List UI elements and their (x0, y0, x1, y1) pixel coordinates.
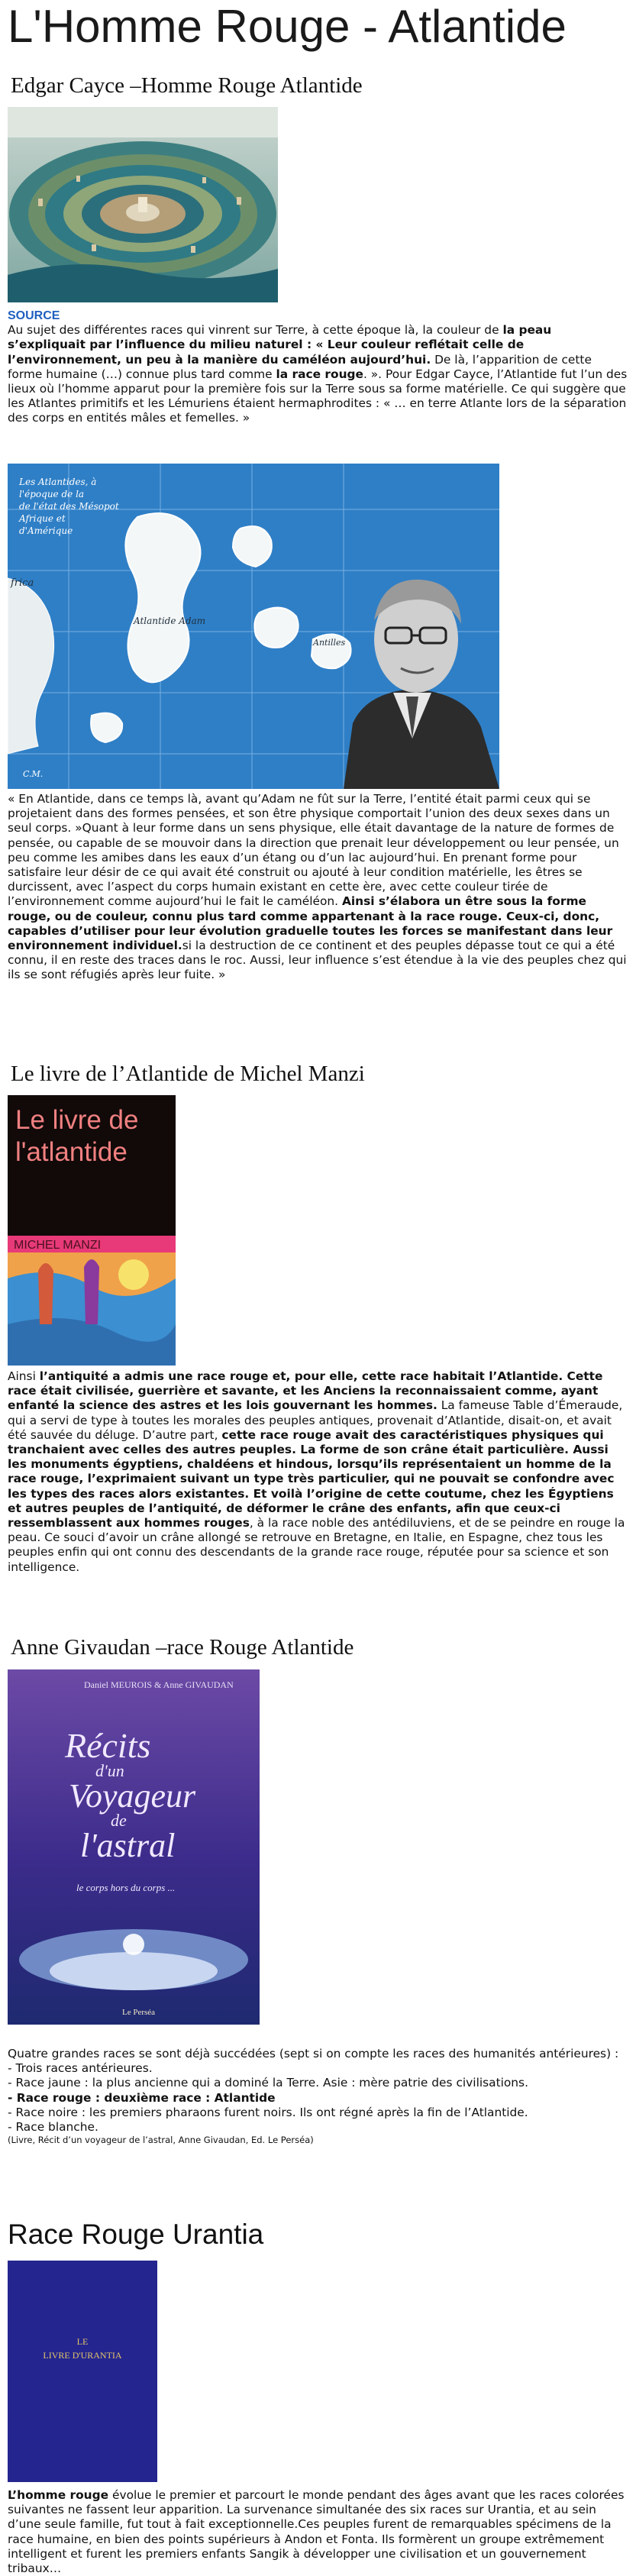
source-link[interactable]: SOURCE (8, 309, 60, 322)
bold-text: L’homme rouge (8, 2488, 109, 2502)
section-heading-edgar-cayce: Edgar Cayce –Homme Rouge Atlantide (11, 73, 363, 98)
atlantis-map-image (8, 464, 499, 789)
book-cover-livre-atlantide-icon (8, 1095, 176, 1366)
text-run: , à la race noble des antédiluviens, et de se peindre en rouge la peau. Ce souci d’avoir un crâne allongé se retrouve en Bretagne, en Italie, en Espagne, chez tous les peuples enfin qui ont connu des descendants de la grande race rouge, réputée pour sa science et son intelligence. (8, 1516, 625, 1574)
bold-text: l’antiquité a admis une race rouge et, pour elle, cette race habitait l’Atlantide. Cette race était civilisée, guerrière et savante, et les Anciens la reconnaissaient comme, ayant enfanté la science des astres et les lois gouvernant les hommes. (8, 1369, 603, 1413)
book2-title-line2: d'un (95, 1761, 124, 1780)
paragraph-cayce-quote-block (8, 792, 628, 983)
bold-text: la race rouge (276, 367, 363, 381)
book2-publisher: Le Perséa (122, 2008, 156, 2017)
race-list (8, 2061, 628, 2135)
book-cover-urantia (8, 2261, 157, 2482)
bold-text: Ainsi s’élabora un être sous la forme rouge, ou de couleur, connu plus tard comme appartenant à la race rouge. Ceux-ci, donc, capables d’utiliser pour leur évolution graduelle toutes les forces se manifestant dans leur environnement individuel. (8, 894, 613, 953)
book2-title-line4: de (111, 1811, 127, 1830)
map-label-tl1: Les Atlantides, à (19, 477, 97, 487)
map-label-tl5: d'Amérique (19, 525, 73, 536)
race-list-item: - Race jaune : la plus ancienne qui a dominé la Terre. Asie : mère patrie des civilisations. (8, 2076, 528, 2090)
atlantis-city-image (8, 107, 278, 302)
atlantis-map-with-edgar-cayce-portrait-icon (8, 464, 499, 789)
text-run: . ». Pour Edgar Cayce, l’Atlantide fut l’un des lieux où l’homme apparut pour la première fois sur la Terre sous sa forme matérielle. Ce qui suggère que les Atlantes primitifs et les Lémuriens étaient hermaphrodites : « … en terre Atlante lors de la séparation des corps en entités mâles et femelles. » (8, 367, 628, 425)
paragraph-cayce-intro (8, 323, 628, 425)
book-cover-urantia-icon (8, 2261, 157, 2482)
section-heading-urantia: Race Rouge Urantia (8, 2219, 264, 2250)
map-label-atlantide: Atlantide Adam (134, 616, 206, 626)
paragraph-manzi (8, 1369, 628, 1575)
book1-author: MICHEL MANZI (14, 1239, 102, 1252)
book2-title-line3: Voyageur (69, 1777, 196, 1815)
text-run: La fameuse Table d’Émeraude, qui a servi de type à toutes les morales des peuples antiques, provenait d’Atlantide, disait-on, et avait été sauvée du déluge. D’autre part, (8, 1398, 623, 1442)
map-label-cm: C.M. (23, 769, 44, 779)
paragraph-manzi-block (8, 1369, 628, 1575)
section-heading-michel-manzi: Le livre de l’Atlantide de Michel Manzi (11, 1062, 365, 1086)
book3-line2: LIVRE D'URANTIA (43, 2350, 122, 2361)
map-label-tl2: l'époque de la (19, 489, 85, 499)
paragraph-urantia (8, 2488, 628, 2576)
source-block (8, 309, 628, 426)
book1-title-line2: l'atlantide (15, 1137, 128, 1167)
bold-text: cette race rouge avait des caractéristiques physiques qui tranchaient avec celles des autres peuples. La forme de son crâne était particulière. Aussi les monuments égyptiens, chaldéens et hindous, lorsqu’ils représentaient un homme de la race rouge, l’exprimaient suivant un type très particulier, qui ne pouvait se confondre avec les types des races alors existantes. Et voilà l’origine de cette coutume, chez les Égyptiens et autres peuples de l’antiquité, de déformer le crâne des enfants, afin que ceux-ci ressemblassent aux hommes rouges (8, 1427, 615, 1530)
text-run: Au sujet des différentes races qui vinrent sur Terre, à cette époque là, la couleur de (8, 323, 503, 338)
paragraph-urantia-block (8, 2488, 628, 2576)
book1-title-line1: Le livre de (15, 1105, 139, 1135)
text-run: De là, l’apparition de cette forme humaine (…) connue plus tard comme (8, 352, 592, 381)
race-list-item: - Trois races antérieures. (8, 2061, 153, 2076)
section-heading-anne-givaudan: Anne Givaudan –race Rouge Atlantide (11, 1635, 354, 1660)
citation-givaudan: (Livre, Récit d’un voyageur de l’astral, Anne Givaudan, Ed. Le Perséa) (8, 2135, 314, 2146)
book-cover-livre-atlantide (8, 1095, 176, 1366)
text-run: Ainsi (8, 1369, 40, 1383)
book2-authors: Daniel MEUROIS & Anne GIVAUDAN (84, 1679, 234, 1690)
race-list-item: - Race noire : les premiers pharaons furent noirs. Ils ont régné après la fin de l’Atlantide. (8, 2105, 528, 2119)
paragraph-cayce-quote (8, 792, 628, 983)
text-run: évolue le premier et parcourt le monde pendant des âges avant que les races colorées suivantes ne fassent leur apparition. La survenance simultanée des six races sur Urantia, et au sein d’une seule famille, fut tout à fait exceptionnelle.Ces peuples furent de remarquables spécimens de la race humaine, en bien des points supérieurs à Andon et Fonta. Ils formèrent un groupe extrêmement intelligent et furent les premiers enfants Sangik à développer une civilisation et un gouvernement tribaux… (8, 2488, 625, 2576)
map-label-tl4: Afrique et (19, 513, 66, 524)
text-run: « En Atlantide, dans ce temps là, avant qu’Adam ne fût sur la Terre, l’entité était parmi ceux qui se projetaient dans des formes pensées, et son être physique comportait l’union des deux sexes dans un seul corps. »Quant à leur forme dans un sens physique, elle était davantage de la nature de formes de pensée, ou capable de se mouvoir dans la direction que prenait leur développement ou leur pensée, un peu comme les amibes dans les eaux d’un étang ou d’un lac aujourd’hui. En prenant forme pour satisfaire leur désir de ce qui avait été construit ou ajouté à leur condition matérielle, les êtres se durcissent, avec l’aspect du corps humain existant en cette ère, avec cette couleur tirée de l’environnement comme aujourd’hui le fait le caméléon. (8, 792, 619, 909)
book2-title-line1: Récits (65, 1726, 151, 1765)
book2-subtitle: le corps hors du corps ... (76, 1882, 176, 1893)
map-label-antilles: Antilles (313, 638, 346, 648)
bold-text: la peau s’expliquait par l’influence du milieu naturel : « Leur couleur reflétait celle de l’environnement, un peu à la manière du caméléon aujourd’hui. (8, 323, 552, 367)
book-cover-recits-voyageur-icon (8, 1669, 260, 2025)
map-label-tl3: de l'état des Mésopot (19, 501, 119, 512)
atlantis-city-illustration-icon (8, 107, 278, 302)
text-run: si la destruction de ce continent et des peuples dépasse tout ce qui a été connu, il en reste des traces dans le roc. Aussi, leur influence s’est étendue à la vie des peuples chez qui ils se sont réfugiés après leur fuite. » (8, 939, 627, 982)
page-title: L'Homme Rouge - Atlantide (8, 1, 567, 52)
race-list-item: - Race blanche. (8, 2120, 98, 2135)
book3-line1: LE (76, 2336, 89, 2347)
race-list-item: - Race rouge : deuxième race : Atlantide (8, 2090, 276, 2105)
paragraph-givaudan-intro: Quatre grandes races se sont déjà succédées (sept si on compte les races des humanités antérieures) : (8, 2047, 619, 2060)
book2-title-line5: l'astral (80, 1827, 176, 1864)
book-cover-recits-voyageur (8, 1669, 260, 2025)
map-label-afrique: frica (11, 577, 34, 589)
paragraph-givaudan-block (8, 2047, 628, 2146)
